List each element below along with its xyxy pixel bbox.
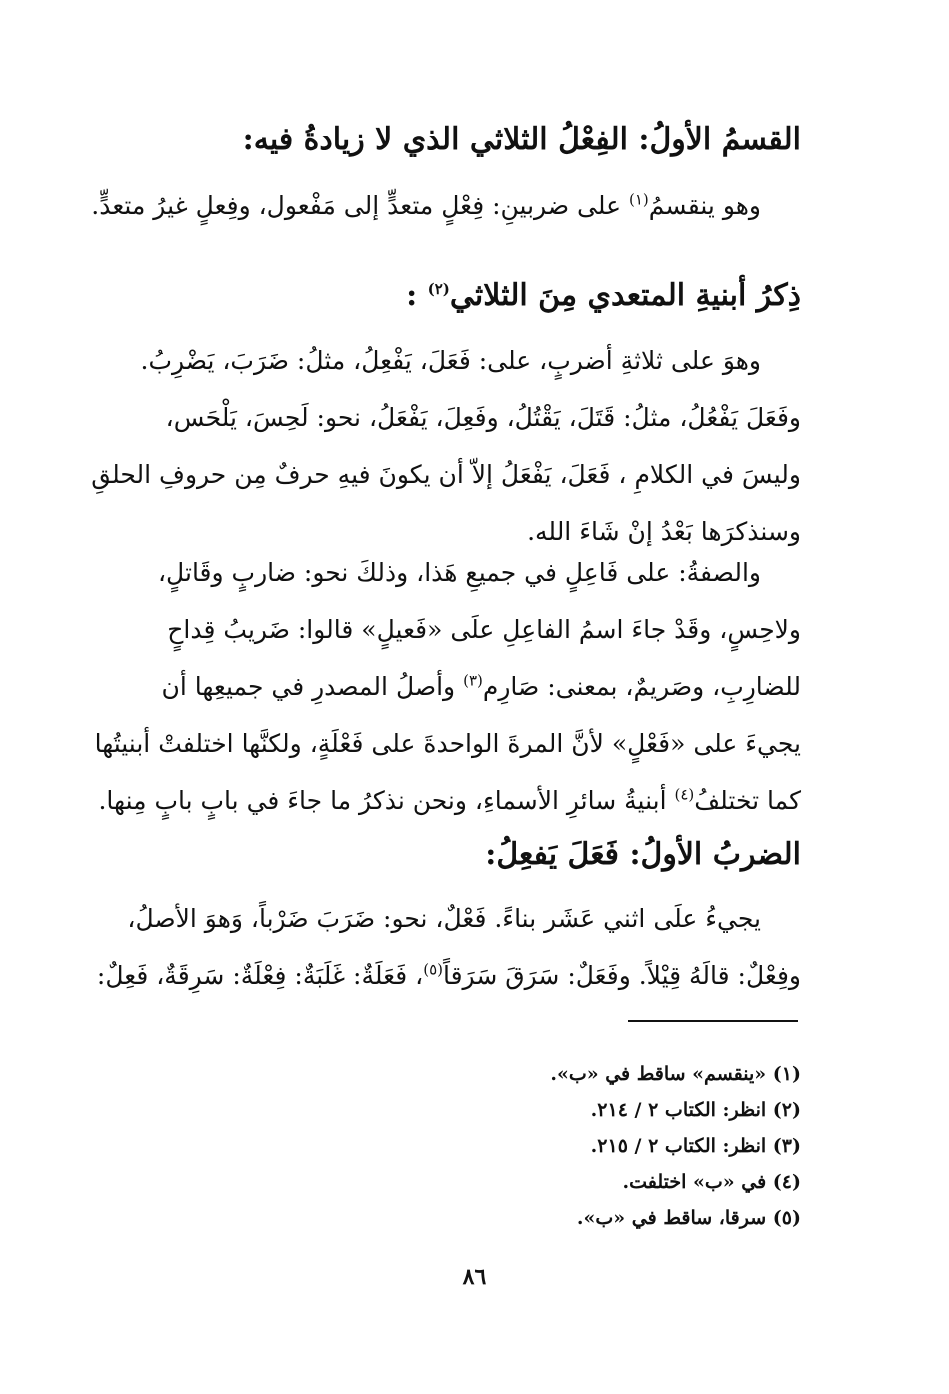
footnote-5: (٥) سرقا، ساقط في «ب». — [576, 1207, 801, 1229]
heading-text: القسمُ الأولُ: الفِعْلُ الثلاثي الذي لا زيادةُ فيه: — [242, 122, 801, 157]
footnote-ref-4: (٤) — [674, 785, 695, 804]
page-number: ٨٦ — [462, 1264, 487, 1290]
footnote-ref-5: (٥) — [423, 960, 443, 979]
section-heading-transitive-forms: ذِكرُ أبنيةِ المتعدي مِنَ الثلاثي$^{(٢)}$ : — [406, 278, 801, 313]
paragraph-line: وليسَ في الكلامِ ، فَعَلَ، يَفْعَلُ إلاّ أن يكونَ فيهِ حرفٌ مِن حروفِ الحلقِ — [91, 460, 801, 489]
paragraph-line: وفِعْلٌ: قالَهُ قِيْلاً. وفَعَلٌ: سَرَقَ سَرَقاً$^{(٥)}$، فَعَلَةٌ: غَلَبَةٌ: فِعْلَةٌ: سَرِقَةٌ، فَعِلٌ: — [96, 960, 801, 990]
paragraph-line: ولاحِسٍ، وقَدْ جاءَ اسمُ الفاعِلِ علَى «فَعيلٍ» قالوا: ضَريبُ قِداحٍ — [167, 615, 801, 644]
paragraph-line: يجيءُ علَى اثني عَشَر بناءً. فَعْلٌ، نحو: ضَرَبَ ضَرْباً، وَهوَ الأصلُ، — [127, 904, 761, 933]
paragraph-line: كما تختلفُ$^{(٤)}$ أبنيةُ سائرِ الأسماءِ، ونحن نذكرُ ما جاءَ في بابٍ بابٍ مِنها. — [98, 785, 801, 815]
section-heading-first-type: الضربُ الأولُ: فَعَلَ يَفعِلُ: — [485, 837, 801, 872]
paragraph-line: للضارِبِ، وصَريمٌ، بمعنى: صَارِم$^{(٣)}$ وأصلُ المصدرِ في جميعِها أن — [161, 671, 801, 701]
footnote-ref-2: (٢) — [427, 280, 450, 298]
paragraph-line: وهو ينقسمُ$^{(١)}$ على ضربينِ: فِعْلٍ متعدٍّ إلى مَفْعول، وفِعلٍ غيرُ متعدٍّ. — [91, 190, 761, 220]
paragraph-line: والصفةُ: على فَاعِلٍ في جميعِ هَذا، وذلكَ نحو: ضاربٍ وقَاتلٍ، — [157, 558, 761, 587]
footnote-ref-1: (١) — [629, 190, 649, 209]
footnote-3: (٣) انظر: الكتاب ٢ / ٢١٥. — [590, 1135, 801, 1157]
footnote-2: (٢) انظر: الكتاب ٢ / ٢١٤. — [590, 1099, 801, 1121]
paragraph-transitive-forms — [91, 332, 801, 560]
footnotes — [301, 1056, 801, 1236]
paragraph-adjective-forms — [94, 544, 801, 829]
paragraph-line: يجيءَ على «فَعْلٍ» لأنَّ المرةَ الواحدةَ على فَعْلَةٍ، ولكنَّها اختلفتْ أبنيتُها — [94, 729, 801, 758]
paragraph-line: وهوَ على ثلاثةِ أضربٍ، على: فَعَلَ، يَفْعِلُ، مثلُ: ضَرَبَ، يَضْرِبُ. — [140, 346, 761, 375]
footnote-4: (٤) في «ب» اختلفت. — [622, 1171, 801, 1193]
paragraph-first-type — [96, 890, 801, 1004]
footnote-1: (١) «ينقسم» ساقط في «ب». — [550, 1063, 801, 1085]
paragraph-verb-division — [91, 177, 801, 234]
paragraph-line: وفَعَلَ يَفْعُلُ، مثلُ: قَتَلَ، يَقْتُلُ، وفَعِلَ، يَفْعَلُ، نحو: لَحِسَ، يَلْحَس، — [165, 403, 801, 432]
footnote-separator — [628, 1020, 798, 1022]
paragraph-line: وسنذكرَها بَعْدُ إنْ شَاءَ الله. — [527, 517, 801, 546]
section-heading-first-part — [121, 120, 801, 160]
footnote-ref-3: (٣) — [463, 671, 483, 690]
